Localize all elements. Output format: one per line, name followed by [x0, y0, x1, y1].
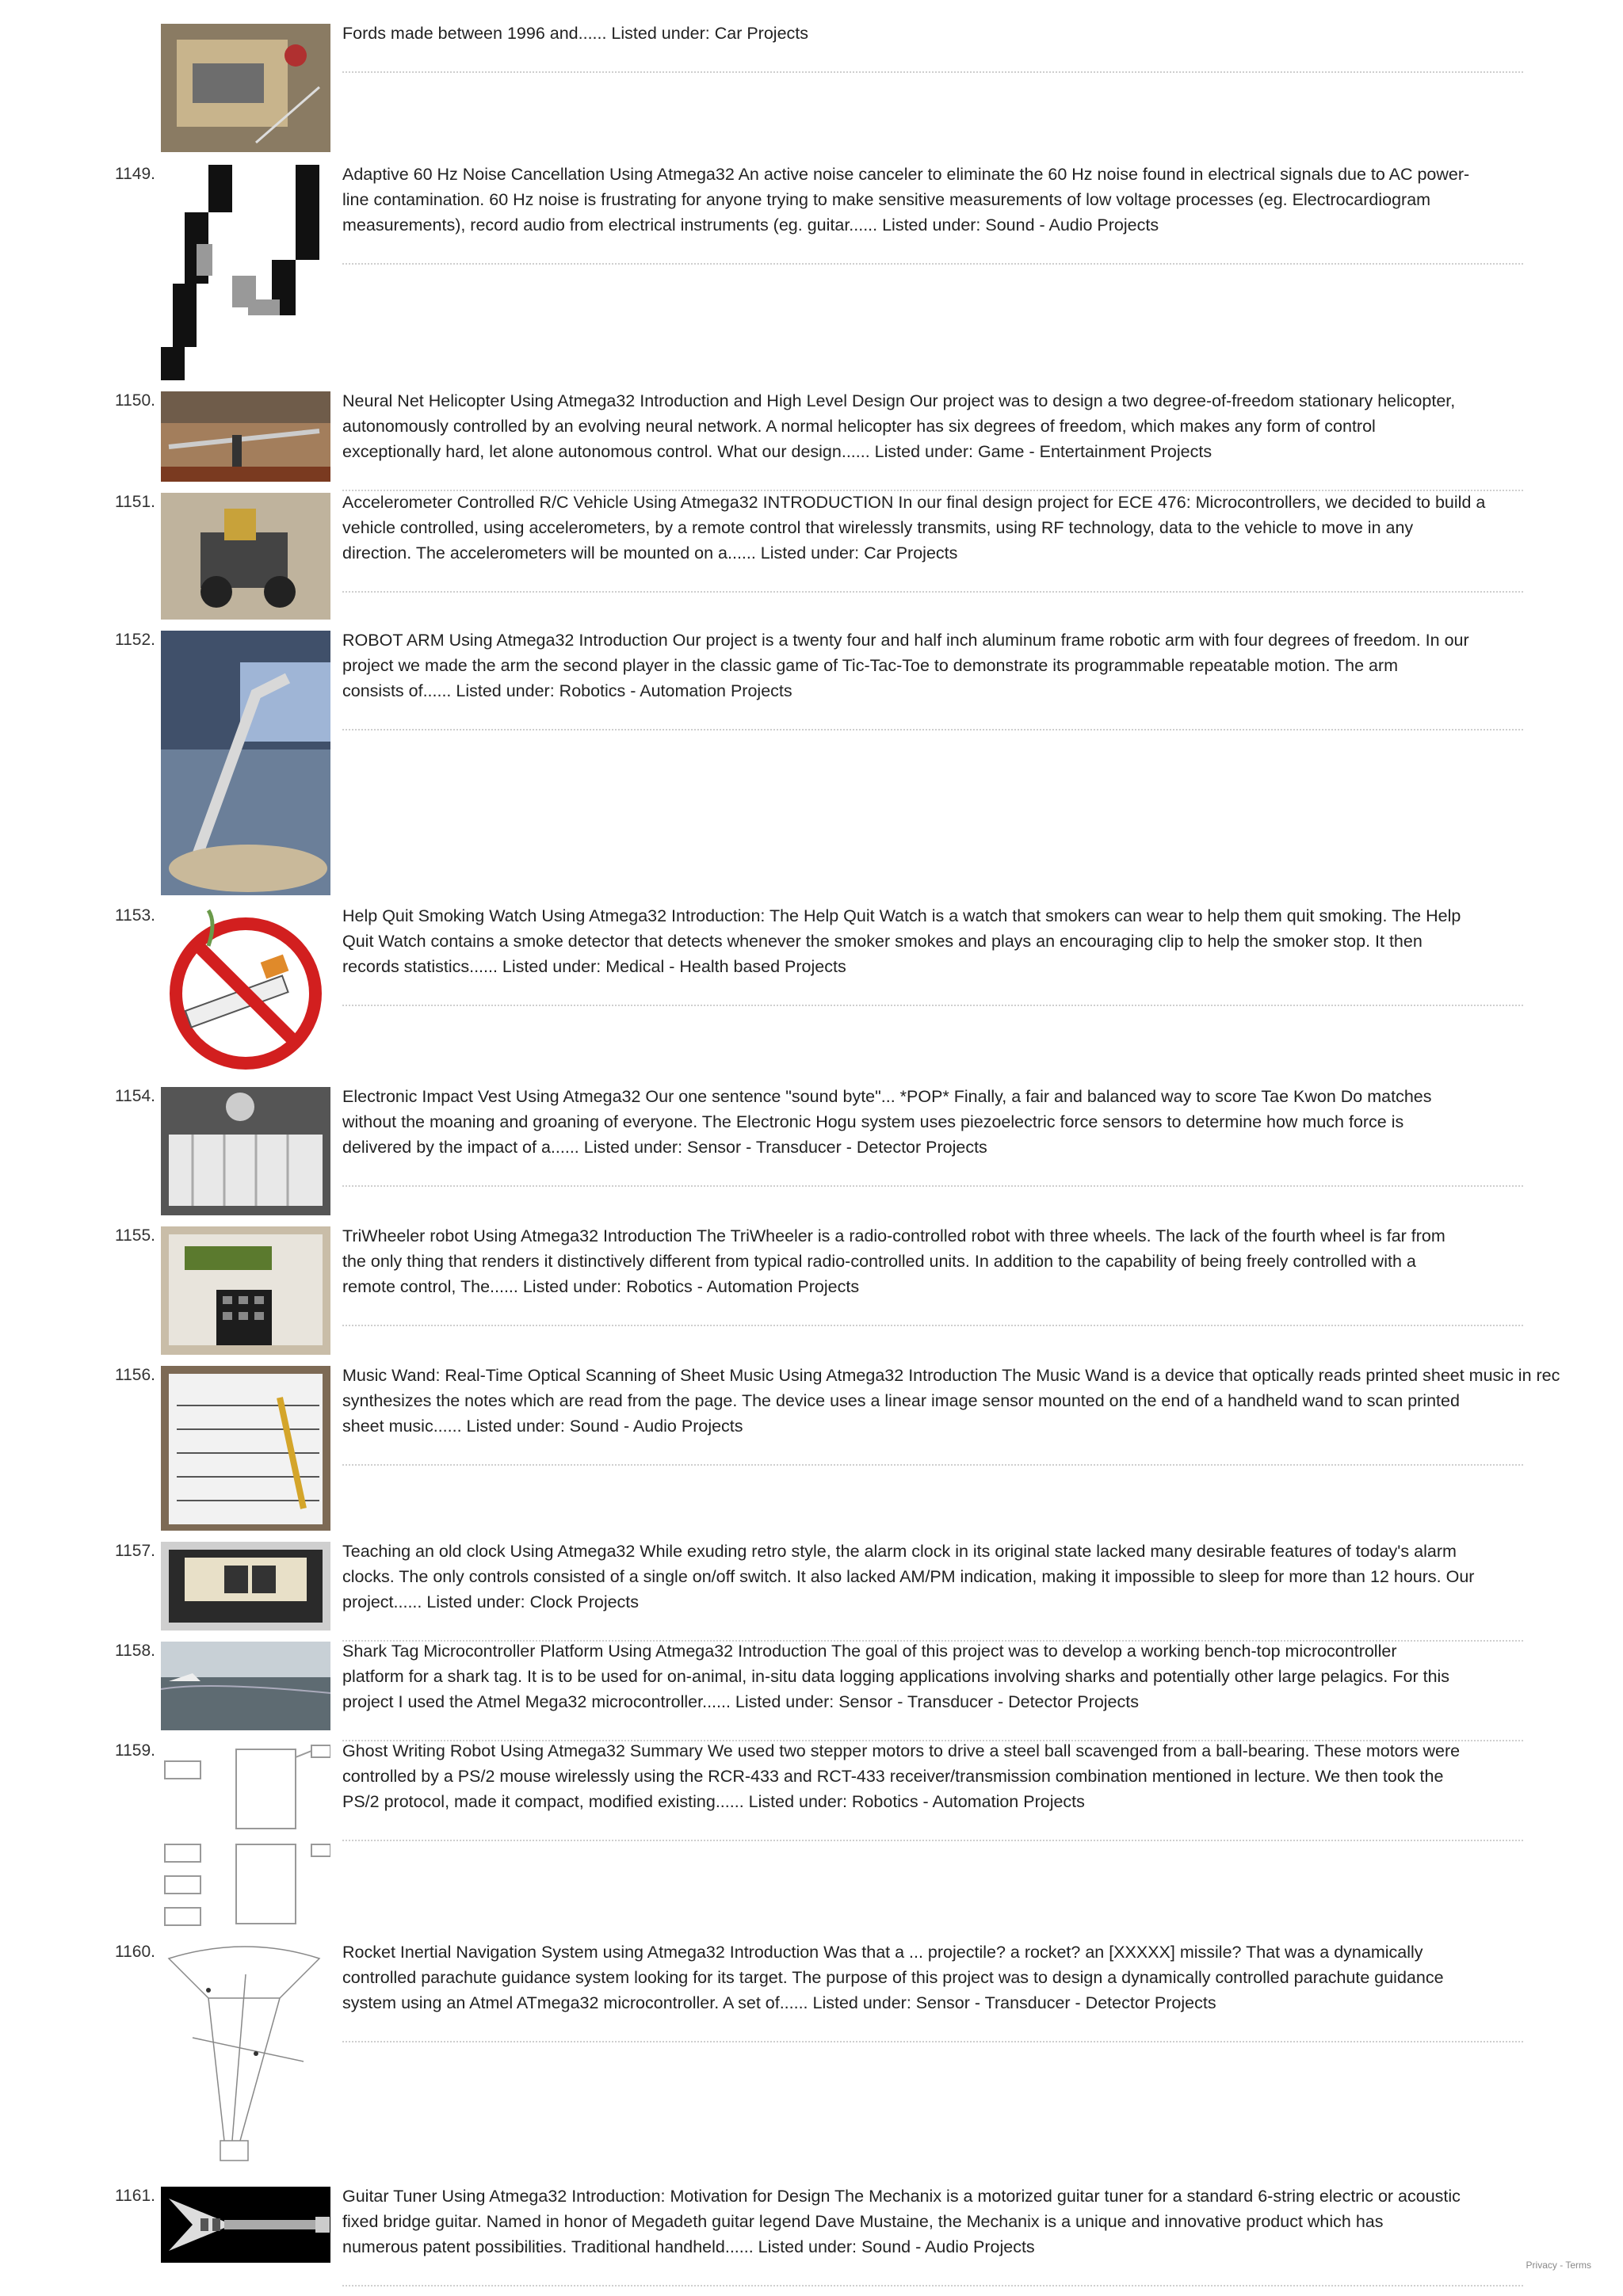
item-description-link[interactable]	[342, 903, 1623, 979]
item-number: 1150.	[115, 391, 155, 410]
item-description-link[interactable]	[342, 1363, 1623, 1439]
description-line: fixed bridge guitar. Named in honor of Megadeth guitar legend Dave Mustaine, the Mechanix is a unique and innovative product which has	[342, 2212, 1384, 2231]
divider	[342, 1185, 1523, 1187]
block-diagram-image[interactable]	[161, 1741, 330, 1935]
parachute-sketch-image[interactable]	[161, 1943, 330, 2169]
description-line: controlled by a PS/2 mouse wirelessly using the RCR-433 and RCT-433 receiver/transmission combination mentioned in lecture. We then took the	[342, 1767, 1444, 1786]
item-description-link[interactable]	[342, 1223, 1623, 1299]
item-description-link[interactable]	[342, 1738, 1623, 1814]
item-description-link[interactable]	[342, 388, 1623, 464]
item-description-link[interactable]	[342, 1539, 1623, 1615]
description-line: sheet music...... Listed under: Sound - Audio Projects	[342, 1417, 743, 1436]
item-number: 1153.	[115, 906, 155, 925]
flip-clock-photo[interactable]	[161, 1542, 330, 1630]
divider	[342, 71, 1523, 73]
item-number: 1149.	[115, 165, 155, 183]
description-line: exceptionally hard, let alone autonomous control. What our design...... Listed under: Game - Entertainment Projects	[342, 442, 1212, 461]
item-number: 1159.	[115, 1741, 155, 1760]
item-number: 1158.	[115, 1642, 155, 1660]
divider	[342, 1325, 1523, 1326]
description-line: Neural Net Helicopter Using Atmega32 Introduction and High Level Design Our project was to design a two degree-of-freedom stationary helicopter,	[342, 391, 1456, 410]
description-line: numerous patent possibilities. Traditional handheld...... Listed under: Sound - Audio Projects	[342, 2237, 1035, 2256]
item-description-link[interactable]	[342, 627, 1623, 704]
description-line: Help Quit Smoking Watch Using Atmega32 Introduction: The Help Quit Watch is a watch that smokers can wear to help them quit smoking. The Help	[342, 906, 1461, 925]
description-line: Shark Tag Microcontroller Platform Using Atmega32 Introduction The goal of this project was to develop a working bench-top microcontroller	[342, 1642, 1397, 1661]
description-line: Guitar Tuner Using Atmega32 Introduction: Motivation for Design The Mechanix is a motorized guitar tuner for a standard 6-string electric or acoustic	[342, 2187, 1461, 2206]
description-line: synthesizes the notes which are read from the page. The device uses a linear image sensor mounted on the end of a handheld wand to scan printed	[342, 1391, 1460, 1410]
boat-on-water-photo[interactable]	[161, 1642, 330, 1730]
description-line: controlled parachute guidance system looking for its target. The purpose of this project was to design a dynamically controlled parachute guidance	[342, 1968, 1444, 1987]
impact-vest-photo[interactable]	[161, 1087, 330, 1215]
helicopter-rig-photo[interactable]	[161, 391, 330, 482]
item-description-link[interactable]	[342, 490, 1623, 566]
description-line: Fords made between 1996 and...... Listed under: Car Projects	[342, 24, 808, 43]
description-line: project...... Listed under: Clock Projects	[342, 1592, 640, 1611]
item-description-link[interactable]	[342, 2183, 1623, 2260]
description-line: Teaching an old clock Using Atmega32 While exuding retro style, the alarm clock in its original state lacked many desirable features of today's alarm	[342, 1542, 1457, 1561]
item-number: 1160.	[115, 1943, 155, 1961]
description-line: delivered by the impact of a...... Listed under: Sensor - Transducer - Detector Projects	[342, 1138, 987, 1157]
description-line: Adaptive 60 Hz Noise Cancellation Using Atmega32 An active noise canceler to eliminate the 60 Hz noise found in electrical signals due to AC power-	[342, 165, 1470, 184]
description-line: remote control, The...... Listed under: Robotics - Automation Projects	[342, 1277, 860, 1296]
description-line: Accelerometer Controlled R/C Vehicle Using Atmega32 INTRODUCTION In our final design project for ECE 476: Microcontrollers, we decided to build a	[342, 493, 1486, 512]
breadboard-keypad-photo[interactable]	[161, 1226, 330, 1355]
item-description-link[interactable]	[342, 21, 1623, 46]
item-number: 1152.	[115, 631, 155, 649]
item-number: 1154.	[115, 1087, 155, 1105]
description-line: project I used the Atmel Mega32 microcontroller...... Listed under: Sensor - Transducer - Detector Projects	[342, 1692, 1139, 1711]
description-line: Music Wand: Real-Time Optical Scanning of Sheet Music Using Atmega32 Introduction The Music Wand is a device that optically reads printed sheet music in rec	[342, 1366, 1560, 1385]
rc-vehicle-photo[interactable]	[161, 493, 330, 620]
divider	[342, 1840, 1523, 1841]
item-description-link[interactable]	[342, 1638, 1623, 1714]
description-line: without the moaning and groaning of everyone. The Electronic Hogu system uses piezoelectric force sensors to determine how much force is	[342, 1112, 1404, 1131]
item-number: 1161.	[115, 2187, 155, 2205]
description-line: direction. The accelerometers will be mounted on a...... Listed under: Car Projects	[342, 543, 958, 563]
description-line: records statistics...... Listed under: Medical - Health based Projects	[342, 957, 846, 976]
divider	[342, 2041, 1523, 2042]
description-line: PS/2 protocol, made it compact, modified existing...... Listed under: Robotics - Automation Projects	[342, 1792, 1085, 1811]
description-line: Quit Watch contains a smoke detector that detects whenever the smoker smokes and plays an encouraging clip to help the smoker stop. It then	[342, 932, 1423, 951]
divider	[342, 263, 1523, 265]
divider	[342, 1005, 1523, 1006]
guitar-image[interactable]	[161, 2187, 330, 2263]
divider	[342, 729, 1523, 730]
item-number: 1156.	[115, 1366, 155, 1384]
sheet-music-wand-photo[interactable]	[161, 1366, 330, 1531]
description-line: clocks. The only controls consisted of a single on/off switch. It also lacked AM/PM indication, making it impossible to sleep for more than 12 hours. Our	[342, 1567, 1475, 1586]
divider	[342, 591, 1523, 593]
description-line: system using an Atmel ATmega32 microcontroller. A set of...... Listed under: Sensor - Transducer - Detector Projects	[342, 1993, 1216, 2012]
divider	[342, 2285, 1523, 2286]
item-description-link[interactable]	[342, 1084, 1623, 1160]
pixelated-waveform-image[interactable]	[161, 165, 330, 380]
description-line: TriWheeler robot Using Atmega32 Introduction The TriWheeler is a radio-controlled robot with three wheels. The lack of the fourth wheel is far from	[342, 1226, 1445, 1245]
item-description-link[interactable]	[342, 162, 1623, 238]
divider	[342, 1464, 1523, 1466]
description-line: consists of...... Listed under: Robotics - Automation Projects	[342, 681, 792, 700]
item-number: 1155.	[115, 1226, 155, 1245]
item-number: 1157.	[115, 1542, 155, 1560]
description-line: the only thing that renders it distinctively different from typical radio-controlled units. In addition to the capability of being freely controlled with a	[342, 1252, 1416, 1271]
recaptcha-privacy-terms-link[interactable]: Privacy - Terms	[1526, 2260, 1591, 2271]
item-description-link[interactable]	[342, 1939, 1623, 2016]
description-line: Electronic Impact Vest Using Atmega32 Our one sentence "sound byte"... *POP* Finally, a fair and balanced way to score Tae Kwon Do matches	[342, 1087, 1432, 1106]
description-line: autonomously controlled by an evolving neural network. A normal helicopter has six degrees of freedom, which makes any form of control	[342, 417, 1376, 436]
description-line: ROBOT ARM Using Atmega32 Introduction Our project is a twenty four and half inch aluminum frame robotic arm with four degrees of freedom. In our	[342, 631, 1469, 650]
item-number: 1151.	[115, 493, 155, 511]
description-line: platform for a shark tag. It is to be used for on-animal, in-situ data logging applications involving sharks and potentially other large pelagics. For this	[342, 1667, 1450, 1686]
electronics-box-photo[interactable]	[161, 24, 330, 152]
description-line: vehicle controlled, using accelerometers, by a remote control that wirelessly transmits, using RF technology, data to the vehicle to move in any	[342, 518, 1414, 537]
robot-arm-photo[interactable]	[161, 631, 330, 895]
description-line: project we made the arm the second player in the classic game of Tic-Tac-Toe to demonstrate its programmable repeatable motion. The arm	[342, 656, 1399, 675]
description-line: Ghost Writing Robot Using Atmega32 Summary We used two stepper motors to drive a steel ball scavenged from a ball-bearing. These motors were	[342, 1741, 1461, 1760]
description-line: line contamination. 60 Hz noise is frustrating for anyone trying to make sensitive measurements of low voltage processes (eg. Electrocardiogram	[342, 190, 1431, 209]
no-smoking-sign-icon[interactable]	[161, 906, 330, 1076]
description-line: measurements), record audio from electrical instruments (eg. guitar...... Listed under: Sound - Audio Projects	[342, 215, 1159, 235]
description-line: Rocket Inertial Navigation System using Atmega32 Introduction Was that a ... projectile? a rocket? an [XXXXX] missile? That was a dynamically	[342, 1943, 1423, 1962]
